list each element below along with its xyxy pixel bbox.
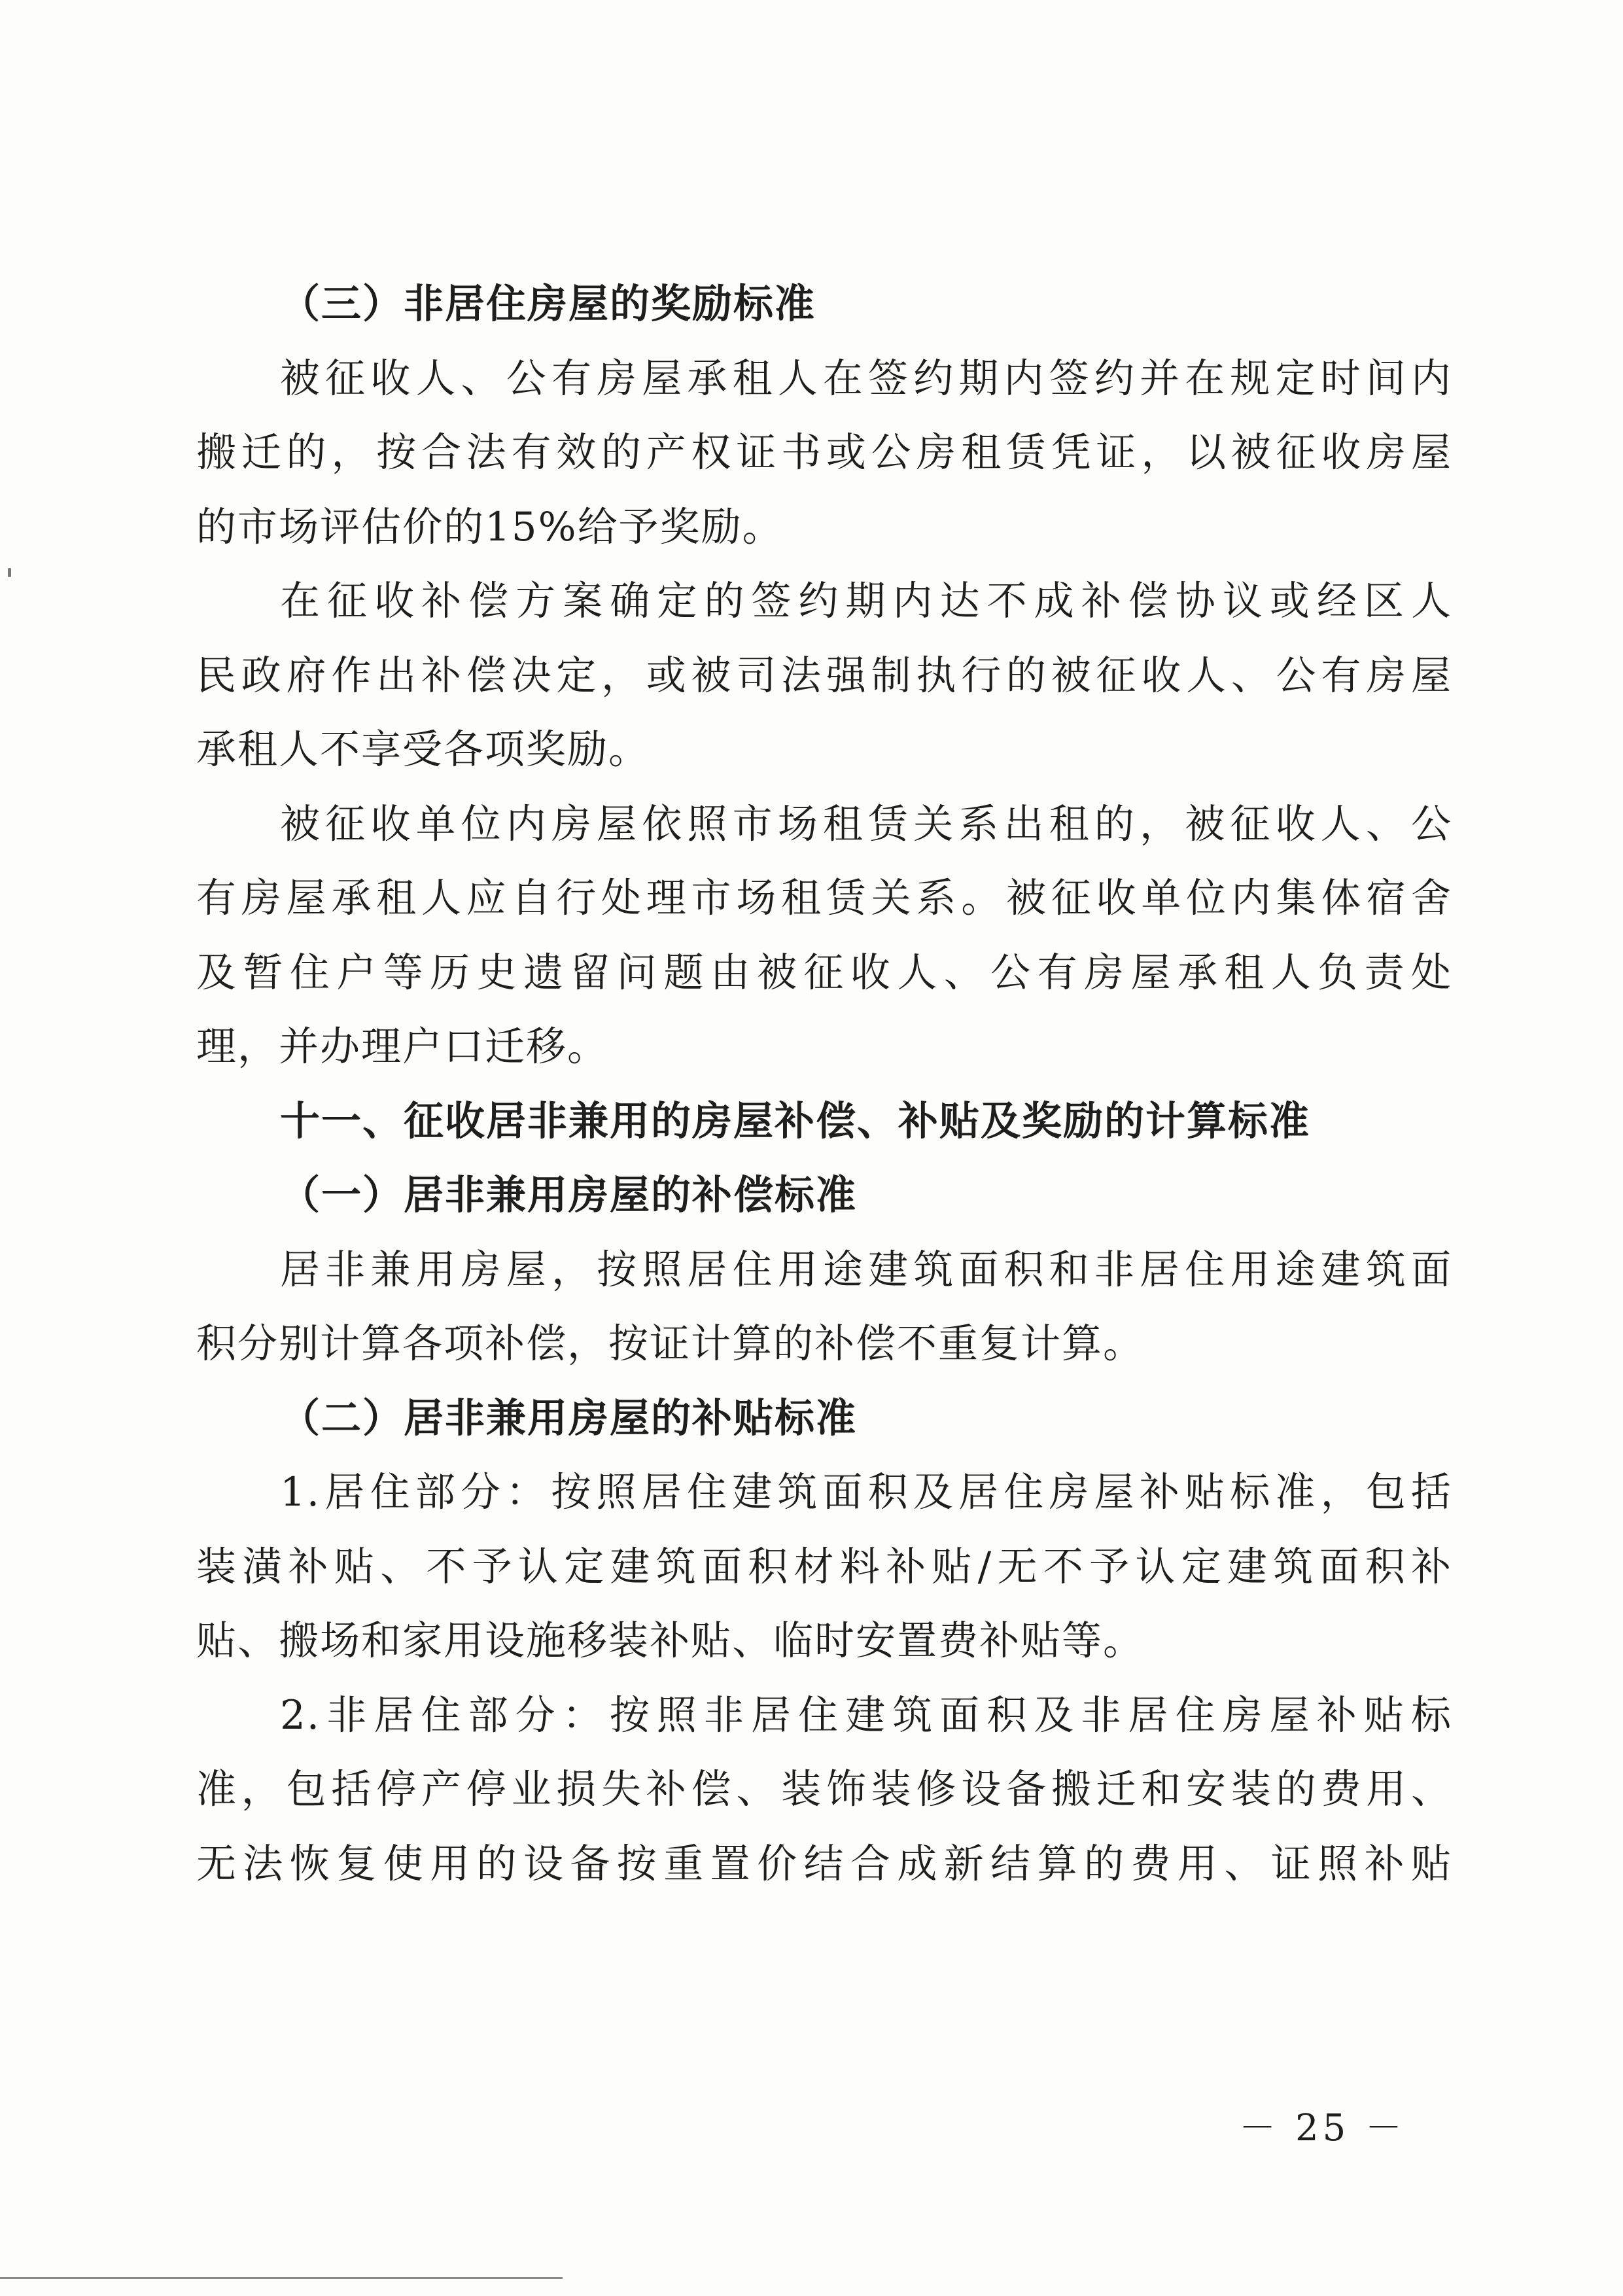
paragraph-line: 1.居住部分：按照居住建筑面积及居住房屋补贴标准，包括 (280, 1469, 1452, 1515)
bottom-rule (0, 2277, 563, 2279)
paragraph-line: 准，包括停产停业损失补偿、装饰装修设备搬迁和安装的费用、 (196, 1766, 1452, 1812)
subsection-heading-2: （二）居非兼用房屋的补贴标准 (280, 1394, 858, 1441)
paragraph-line: 有房屋承租人应自行处理市场租赁关系。被征收单位内集体宿舍 (196, 875, 1452, 921)
paragraph-line: 理，并办理户口迁移。 (196, 1023, 609, 1070)
subsection-heading-1: （一）居非兼用房屋的补偿标准 (280, 1172, 858, 1218)
paragraph-line: 无法恢复使用的设备按重置价结合成新结算的费用、证照补贴 (196, 1840, 1452, 1887)
paragraph-line: 及暂住户等历史遗留问题由被征收人、公有房屋承租人负责处 (196, 949, 1452, 996)
paragraph-line: 2.非居住部分：按照非居住建筑面积及非居住房屋补贴标 (280, 1691, 1452, 1739)
paragraph-line: 承租人不享受各项奖励。 (196, 726, 650, 773)
paragraph-line: 民政府作出补偿决定，或被司法强制执行的被征收人、公有房屋 (196, 652, 1452, 699)
section-heading-3: （三）非居住房屋的奖励标准 (280, 281, 816, 327)
paragraph-line: 的市场评估价的15%给予奖励。 (196, 503, 784, 550)
scan-speck (8, 568, 11, 577)
page-number: － 25 － (1239, 2107, 1406, 2149)
paragraph-line: 搬迁的，按合法有效的产权证书或公房租赁凭证，以被征收房屋 (196, 429, 1452, 476)
paragraph-line: 被征收单位内房屋依照市场租赁关系出租的，被征收人、公 (280, 800, 1452, 847)
paragraph-line: 积分别计算各项补偿，按证计算的补偿不重复计算。 (196, 1320, 1145, 1367)
paragraph-line: 在征收补偿方案确定的签约期内达不成补偿协议或经区人 (280, 578, 1452, 624)
paragraph-line: 被征收人、公有房屋承租人在签约期内签约并在规定时间内 (280, 355, 1452, 402)
document-body (196, 267, 1452, 1901)
paragraph-line: 居非兼用房屋，按照居住用途建筑面积和非居住用途建筑面 (280, 1246, 1452, 1293)
paragraph-line: 装潢补贴、不予认定建筑面积材料补贴/无不予认定建筑面积补 (196, 1543, 1452, 1590)
paragraph-line: 贴、搬场和家用设施移装补贴、临时安置费补贴等。 (196, 1617, 1145, 1664)
section-heading-11: 十一、征收居非兼用的房屋补偿、补贴及奖励的计算标准 (280, 1097, 1311, 1144)
